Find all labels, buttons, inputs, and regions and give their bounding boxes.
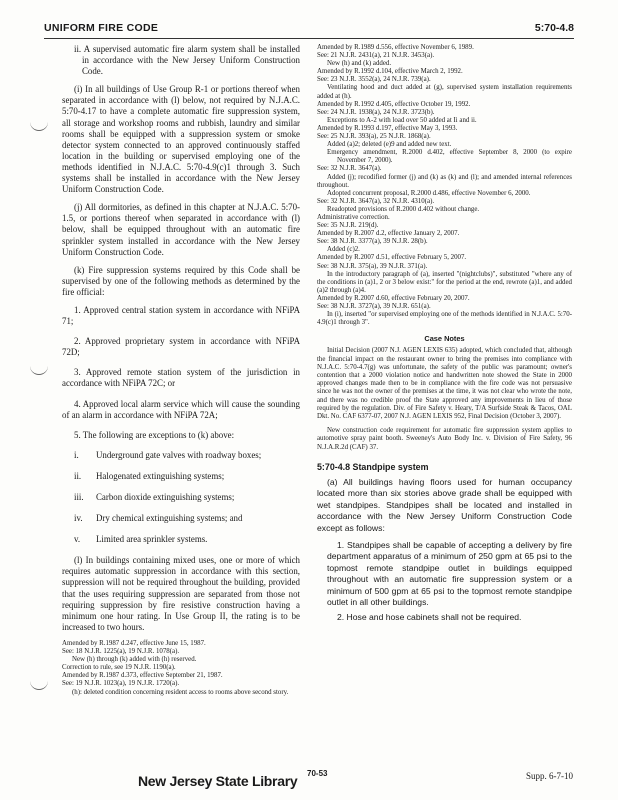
paragraph-k: (k) Fire suppression systems required by this Code shall be supervised by one of the following methods as determined by the fire official: [62, 264, 300, 297]
margin-mark [30, 681, 48, 690]
right-history-notes [317, 44, 572, 327]
exception-text: Underground gate valves with roadway boxes; [96, 449, 262, 460]
history-line: In the introductory paragraph of (a), inserted "(nightclubs)", substituted "where any of the conditions in (a)1, 2 or 3 below exist:" for the period at the end, rewrote (a)1, and added (a)2 through (a)4. [317, 270, 572, 294]
library-stamp: New Jersey State Library [138, 773, 298, 789]
list-item: 5. The following are exceptions to (k) above: [74, 429, 235, 440]
exceptions-list [62, 450, 300, 545]
history-line: Amended by R.1987 d.247, effective June 15, 1987. [62, 639, 206, 647]
history-line: Amended by R.2007 d.51, effective February 5, 2007. [317, 254, 467, 262]
left-history-notes [62, 640, 300, 697]
standpipe-section [317, 477, 572, 624]
history-line: See: 38 N.J.R. 3377(a), 39 N.J.R. 28(b). [317, 238, 428, 246]
exception-item [62, 492, 300, 503]
history-line: Amended by R.1993 d.197, effective May 3, 1993. [317, 124, 458, 132]
exception-text: Carbon dioxide extinguishing systems; [96, 492, 235, 502]
history-line: See: 18 N.J.R. 1225(a), 19 N.J.R. 1078(a). [62, 648, 180, 656]
history-line: Amended by R.1992 d.405, effective October 19, 1992. [317, 100, 471, 108]
history-line: Added (a)2; deleted (e)9 and added new text. [327, 141, 452, 149]
history-line: New (h) through (k) added with (h) reserved. [72, 656, 197, 664]
history-line: See: 23 N.J.R. 3552(a), 24 N.J.R. 739(a). [317, 76, 431, 84]
history-line: Amended by R.2007 d.60, effective February 20, 2007. [317, 294, 470, 302]
page-number: 70-53 [307, 769, 328, 778]
standpipe-paragraph-a: (a) All buildings having floors used for human occupancy located more than six stories above grade shall be equipped with wet standpipes. Standpipes shall be located and installed in accordance with the New Jersey Uniform Construction Code except as follows: [317, 476, 572, 533]
history-line: See: 25 N.J.R. 393(a), 25 N.J.R. 1868(a). [317, 133, 431, 141]
history-line: Exceptions to A-2 with load over 50 added at Ii and ii. [327, 116, 477, 124]
exception-text: Halogenated extinguishing systems; [96, 470, 225, 481]
history-line: Amended by R.1987 d.373, effective September 21, 1987. [62, 672, 223, 680]
history-line: See: 35 N.J.R. 219(d). [317, 222, 379, 230]
history-line: Readopted provisions of R.2000 d.402 without change. [327, 205, 480, 213]
exception-number: i. [74, 449, 79, 460]
header-title: UNIFORM FIRE CODE [44, 22, 159, 34]
history-line: Adopted concurrent proposal, R.2000 d.486, effective November 6, 2000. [327, 189, 531, 197]
history-line: See: 32 N.J.R. 3647(a), 32 N.J.R. 4310(a). [317, 197, 435, 205]
list-item: 4. Approved local alarm service which will cause the sounding of an alarm in accordance with NFiPA 72A; [62, 398, 300, 420]
history-line: New (h) and (k) added. [327, 60, 392, 68]
exception-number: v. [74, 534, 81, 545]
history-line: Added (j); recodified former (j) and (k) as (k) and (l); and amended internal references throughout. [317, 173, 572, 189]
standpipe-item: 1. Standpipes shall be capable of accepting a delivery by fire department apparatus of a minimum of 250 gpm at 65 psi to the topmost remote standpipe outlet in buildings equipped throughout with an automatic fire suppression system or a minimum of 500 gpm at 65 psi to the topmost remote standpipe outlet in all other buildings. [327, 539, 572, 607]
running-header [44, 22, 574, 39]
section-heading: 5:70-4.8 Standpipe system [317, 461, 429, 472]
list-item: 3. Approved remote station system of the jurisdiction in accordance with NFiPA 72C; or [62, 367, 300, 389]
exception-item [62, 534, 300, 545]
history-line: Correction to rule, see 19 N.J.R. 1190(a). [62, 664, 176, 672]
exception-item [62, 471, 300, 482]
left-column [62, 44, 300, 697]
history-line: See: 24 N.J.R. 1938(a), 24 N.J.R. 3723(b). [317, 108, 435, 116]
history-line: Amended by R.2007 d.2, effective January 2, 2007. [317, 230, 460, 238]
paragraph-h-ii: ii. A supervised automatic fire alarm system shall be installed in accordance with the New Jersey Uniform Construction Code. [74, 44, 300, 77]
exception-text: Dry chemical extinguishing systems; and [96, 513, 243, 524]
history-line: (h): deleted condition concerning resident access to rooms above second story. [72, 688, 289, 696]
history-line: See: 21 N.J.R. 2431(a), 21 N.J.R. 3453(a). [317, 52, 435, 60]
history-line: Added (c)2. [327, 246, 360, 254]
history-line: See: 38 N.J.R. 3727(a), 39 N.J.R. 651(a). [317, 303, 431, 310]
list-item: 1. Approved central station system in accordance with NFiPA 71; [62, 304, 300, 327]
history-line: Emergency amendment, R.2000 d.402, effective September 8, 2000 (to expire November 7, 2000). [327, 149, 572, 165]
history-line: Administrative correction. [317, 213, 390, 221]
history-line: Amended by R.1992 d.104, effective March 2, 1992. [317, 68, 463, 76]
standpipe-item: 2. Hose and hose cabinets shall not be required. [337, 612, 522, 623]
history-line: See: 38 N.J.R. 375(a), 39 N.J.R. 371(a). [317, 262, 428, 270]
exception-item [62, 450, 300, 461]
paragraph-j: (j) All dormitories, as defined in this chapter at N.J.A.C. 5:70-1.5, or portions thereof when separated in accordance with (l) below, shall be equipped throughout with an automatic fire sprinkler system installed in accordance with the New Jersey Uniform Construction Code. [62, 202, 300, 257]
exception-text: Limited area sprinkler systems. [96, 534, 208, 545]
list-item: 2. Approved proprietary system in accordance with NFiPA 72D; [62, 336, 300, 358]
margin-mark [30, 366, 48, 375]
exception-number: iv. [74, 513, 83, 524]
header-section-number: 5:70-4.8 [534, 22, 574, 34]
k-list [62, 305, 300, 441]
supplement-date: Supp. 6-7-10 [526, 771, 573, 781]
history-line: See: 32 N.J.R. 3647(a). [317, 165, 382, 173]
case-notes-heading: Case Notes [424, 334, 465, 344]
exception-number: ii. [74, 470, 82, 481]
margin-mark [30, 122, 48, 131]
history-line: Ventilating hood and duct added at (g), supervised system installation requirements added at (h). [317, 84, 572, 100]
right-column [317, 44, 572, 628]
history-line: Amended by R.1989 d.556, effective November 6, 1989. [317, 44, 474, 51]
exception-number: iii. [74, 492, 84, 502]
paragraph-i: (i) In all buildings of Use Group R-1 or portions thereof when separated in accordance with (l) below, not required by N.J.A.C. 5:70-4.17 to have a complete automatic fire suppression system, all storage and workshop rooms and rubbish, laundry and similar rooms shall be equipped with a suppression system or smoke detector system connected to an approved continuously staffed location in the building or supervised employing one of the methods identified in N.J.A.C. 5:70-4.9(c)1 through 3. Such systems shall be installed in accordance with the New Jersey Uniform Construction Code. [62, 84, 300, 195]
history-line: In (i), inserted "or supervised employing one of the methods identified in N.J.A.C. 5:70-4.9(c)1 through 3". [317, 311, 572, 327]
case-note: Initial Decision (2007 N.J. AGEN LEXIS 635) adopted, which concluded that, although the financial impact on the restaurant owner to bring the premises into compliance with N.J.A.C. 5:70-4.7(g) was unfortunate, the safety of the public was paramount; owner's contention that a 2000 violation notice and handwritten note showed the State in 2000 approved changes made then to be in compliance with the fire code was not persuasive since he was not the owner of the premises at the time, it was not clear who wrote the note, and there was no credible proof the State approved any improvements in lieu of those required by the regulation. Div. of Fire Safety v. Heary, T/A Surfside Steak & Tacos, OAL Dkt. No. CAF 6377-07, 2007 N.J. AGEN LEXIS 952, Final Decision (October 3, 2007). [317, 347, 572, 420]
exception-item [62, 513, 300, 524]
case-note: New construction code requirement for automatic fire suppression system applies to automotive spray paint booth. Sweeney's Auto Body Inc. v. Division of Fire Safety, 96 N.J.A.R.2d (CAF) 37. [317, 427, 572, 451]
paragraph-l: (l) In buildings containing mixed uses, one or more of which requires automatic suppression in accordance with this section, suppression will not be required throughout the building, provided that the uses requiring suppression are separated from those not requiring suppression by fire resistive construction having a minimum one hour rating. In Use Group II, the rating is to be increased to two hours. [62, 555, 300, 632]
history-line: See: 19 N.J.R. 1023(a), 19 N.J.R. 1720(a). [62, 680, 180, 688]
